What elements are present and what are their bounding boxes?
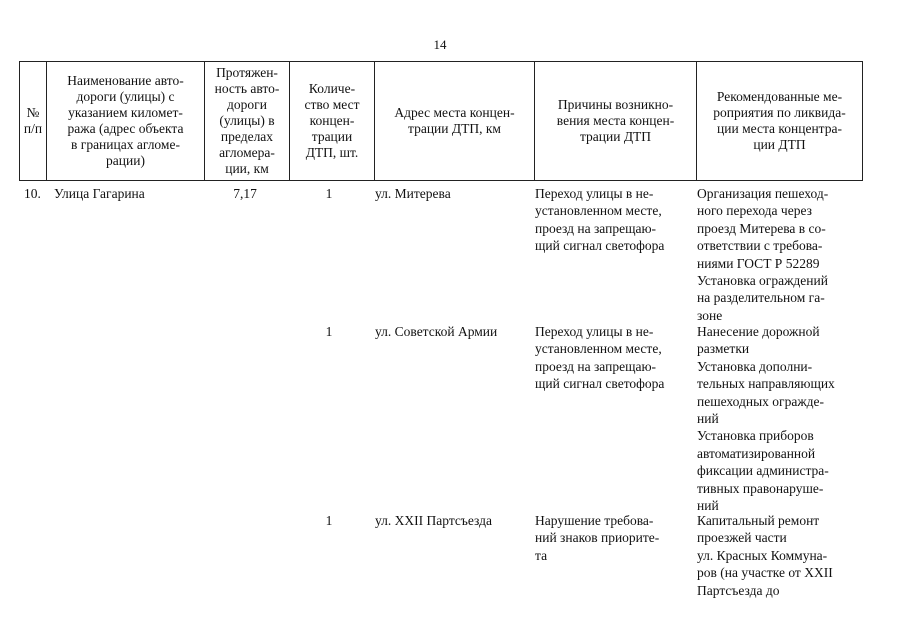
road-name: Улица Гагарина: [54, 186, 145, 201]
row-2-measures: Нанесение дорожной разметки Установка дополни- тельных направляющих пешеходных огражде- ний Установка приборов автоматизированной фиксации администра- тивных правонаруше- ний: [697, 324, 835, 514]
header-measures: Рекомендованные ме- роприятия по ликвида- ции места концентра- ции ДТП: [697, 62, 863, 181]
row-1-address: ул. Митерева: [375, 186, 451, 201]
row-1-cause: Переход улицы в не- установленном месте, проезд на запрещаю- щий сигнал светофора: [535, 186, 665, 254]
row-2-cause: Переход улицы в не- установленном месте, проезд на запрещаю- щий сигнал светофора: [535, 324, 665, 392]
header-road-name: Наименование авто- дороги (улицы) с указанием километ- ража (адрес объекта в границах агломе- рации): [47, 62, 205, 181]
row-2-count: 1: [325, 324, 333, 339]
header-causes: Причины возникно- вения места концен- трации ДТП: [535, 62, 697, 181]
row-3-cause: Нарушение требова- ний знаков приорите- та: [535, 513, 660, 563]
header-count: Количе- ство мест концен- трации ДТП, шт.: [290, 62, 375, 181]
row-3-address: ул. XXII Партсъезда: [375, 513, 492, 528]
page-number: 14: [433, 37, 447, 52]
header-number: № п/п: [20, 62, 47, 181]
header-address: Адрес места концен- трации ДТП, км: [375, 62, 535, 181]
row-3-measures: Капитальный ремонт проезжей части ул. Красных Коммуна- ров (на участке от XXII Партсъезда до: [697, 513, 833, 598]
row-1-count: 1: [325, 186, 333, 201]
header-length: Протяжен- ность авто- дороги (улицы) в пределах агломера- ции, км: [205, 62, 290, 181]
row-1-measures: Организация пешеход- ного перехода через проезд Митерева в со- ответствии с требова- ниями ГОСТ Р 52289 Установка ограждений на разделительном га- зоне: [697, 186, 829, 323]
road-length: 7,17: [233, 186, 257, 201]
row-2-address: ул. Советской Армии: [375, 324, 498, 339]
road-number: 10.: [24, 186, 41, 201]
row-3-count: 1: [325, 513, 333, 528]
